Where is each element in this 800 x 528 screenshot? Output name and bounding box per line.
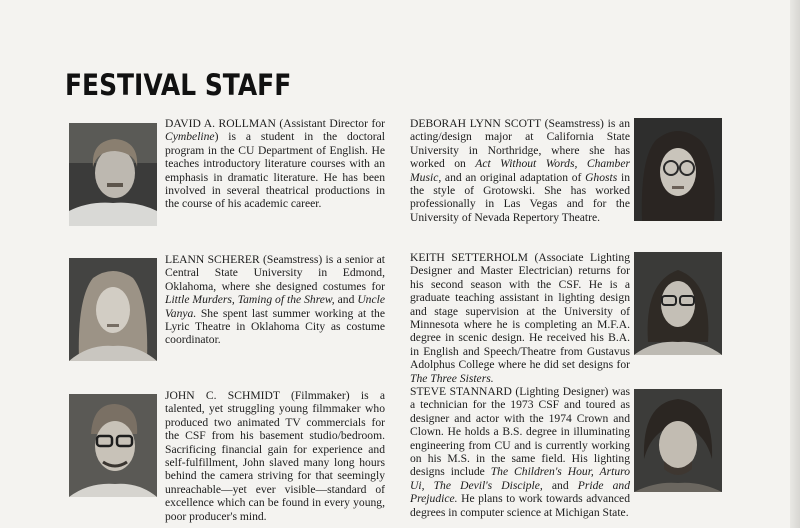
bio-text: LEANN SCHERER (Seamstress) is a senior at Central State University in Edmond, Oklahoma, where she designed costumes for: [165, 253, 385, 293]
photo-steve-stannard: [634, 389, 722, 492]
italic-title: Little Murders, Taming of the Shrew,: [165, 293, 335, 307]
entry-steve-stannard: [410, 385, 630, 519]
bio-text: KEITH SETTERHOLM (Associate Lighting Designer and Master Electrician) returns for his second season with the CSF. He is a graduate teaching assistant in lighting design and stage supervision at the University of Minnesota where he is completing an M.F.A. degree in scenic design. He received his B.A. in English and Speech/Theatre from Gustavus Adolphus College where he did set designs for: [410, 251, 630, 372]
bio-text: DAVID A. ROLLMAN (Assistant Director for: [165, 117, 385, 130]
bio-text: DEBORAH LYNN SCOTT (Seamstress) is an acting/design major at California State University in Northridge, where she has worked on: [410, 117, 630, 171]
page-edge: [790, 0, 800, 528]
bio-text: She spent last summer working at the Lyric Theatre in Oklahoma City as costume coordinator.: [165, 306, 385, 347]
bio-text: He plans to work towards advanced degrees in computer science at Michigan State.: [410, 492, 630, 519]
italic-title: The Children's Hour, Arturo Ui, The Devil's Disciple,: [410, 465, 631, 492]
bio-text: and an original adaptation of: [441, 170, 586, 184]
bio-text: and: [542, 478, 578, 492]
photo-leann-scherer: [69, 258, 157, 361]
photo-keith-setterholm: [634, 252, 722, 355]
entry-deborah-scott: [410, 117, 630, 224]
italic-title: Cymbeline: [165, 130, 215, 144]
bio-text: ) is a student in the doctoral program in the CU Department of English. He teaches introductory literature courses with an emphasis in dramatic literature. He has been involved in several theatrical productions in the course of his academic career.: [165, 130, 385, 211]
italic-title: Uncle Vanya.: [165, 293, 385, 320]
page-title: FESTIVAL STAFF: [65, 68, 292, 102]
bio-text: in the style of Grotowski. She has worked professionally in Las Vegas and for the University of Nevada Repertory Theatre.: [410, 170, 630, 224]
entry-leann-scherer: [165, 253, 385, 347]
entry-keith-setterholm: [410, 251, 630, 385]
italic-title: Act Without Words, Chamber Music,: [410, 157, 630, 184]
bio-text: STEVE STANNARD (Lighting Designer) was a technician for the 1973 CSF and toured as designer and actor with the 1974 Crown and Clown. He holds a B.S. degree in illuminating engineering from CU and is currently working on his M.S. in the same field. His lighting designs include: [410, 385, 630, 479]
photo-david-rollman: [69, 123, 157, 226]
bio-text: and: [334, 293, 358, 307]
italic-title: Pride and Prejudice.: [410, 478, 630, 506]
italic-title: Ghosts: [585, 170, 618, 184]
photo-deborah-scott: [634, 118, 722, 221]
entry-david-rollman: [165, 117, 385, 211]
photo-john-schmidt: [69, 394, 157, 497]
bio-text: JOHN C. SCHMIDT (Filmmaker) is a talented, yet struggling young filmmaker who produced two animated TV commercials for the CSF from his basement studio/bedroom. Sacrificing financial gain for experience and self-fulfillment, John slaved many long hours behind the camera striving for that seemingly unreachable—yet ever visible—standard of excellence which can be found in every young, poor producer's mind.: [165, 389, 385, 523]
italic-title: The Three Sisters.: [410, 371, 494, 385]
entry-john-schmidt: [165, 389, 385, 523]
